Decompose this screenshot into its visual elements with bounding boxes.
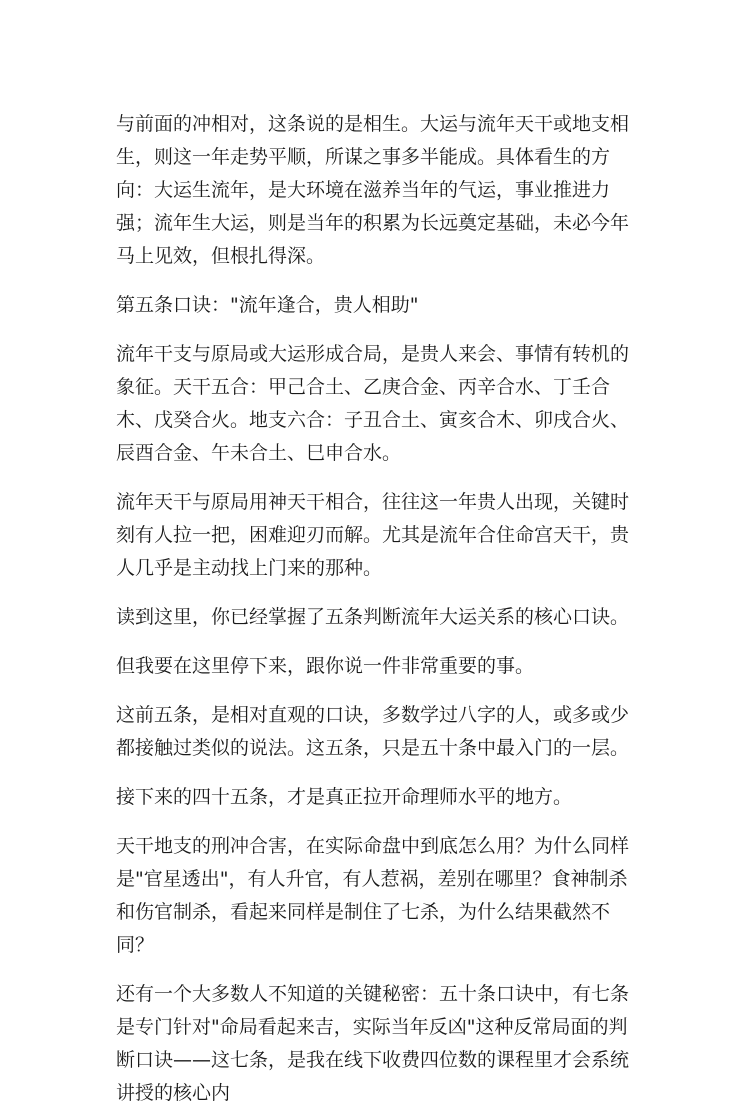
document-body xyxy=(116,108,640,1110)
heading-rule-five: 第五条口诀："流年逢合，贵人相助" xyxy=(116,294,419,316)
paragraph-gui-ren: 流年天干与原局用神天干相合，往往这一年贵人出现，关键时刻有人拉一把，困难迎刃而解。尤其是流年合住命宫天干，贵人几乎是主动找上门来的那种。 xyxy=(116,491,630,579)
paragraph-first-five: 这前五条，是相对直观的口诀，多数学过八字的人，或多或少都接触过类似的说法。这五条，只是五十条中最入门的一层。 xyxy=(116,704,630,759)
paragraph-next-45: 接下来的四十五条，才是真正拉开命理师水平的地方。 xyxy=(116,786,573,808)
paragraph-secret: 还有一个大多数人不知道的关键秘密：五十条口诀中，有七条是专门针对"命局看起来吉，实际当年反凶"这种反常局面的判断口诀——这七条，是我在线下收费四位数的课程里才会系统讲授的核心内 xyxy=(116,983,630,1104)
paragraph-he-ju: 流年干支与原局或大运形成合局，是贵人来会、事情有转机的象征。天干五合：甲己合土、乙庚合金、丙辛合水、丁壬合木、戊癸合火。地支六合：子丑合土、寅亥合木、卯戌合火、辰酉合金、午未合土、巳申合水。 xyxy=(116,343,630,464)
paragraph-pause: 但我要在这里停下来，跟你说一件非常重要的事。 xyxy=(116,655,535,677)
paragraph-xiangsheng: 与前面的冲相对，这条说的是相生。大运与流年天干或地支相生，则这一年走势平顺，所谋之事多半能成。具体看生的方向：大运生流年，是大环境在滋养当年的气运，事业推进力强；流年生大运，则是当年的积累为长远奠定基础，未必今年马上见效，但根扎得深。 xyxy=(116,113,630,267)
paragraph-summary: 读到这里，你已经掌握了五条判断流年大运关系的核心口诀。 xyxy=(116,606,630,628)
paragraph-questions: 天干地支的刑冲合害，在实际命盘中到底怎么用？为什么同样是"官星透出"，有人升官，有人惹祸，差别在哪里？食神制杀和伤官制杀，看起来同样是制住了七杀，为什么结果截然不同？ xyxy=(116,835,630,956)
